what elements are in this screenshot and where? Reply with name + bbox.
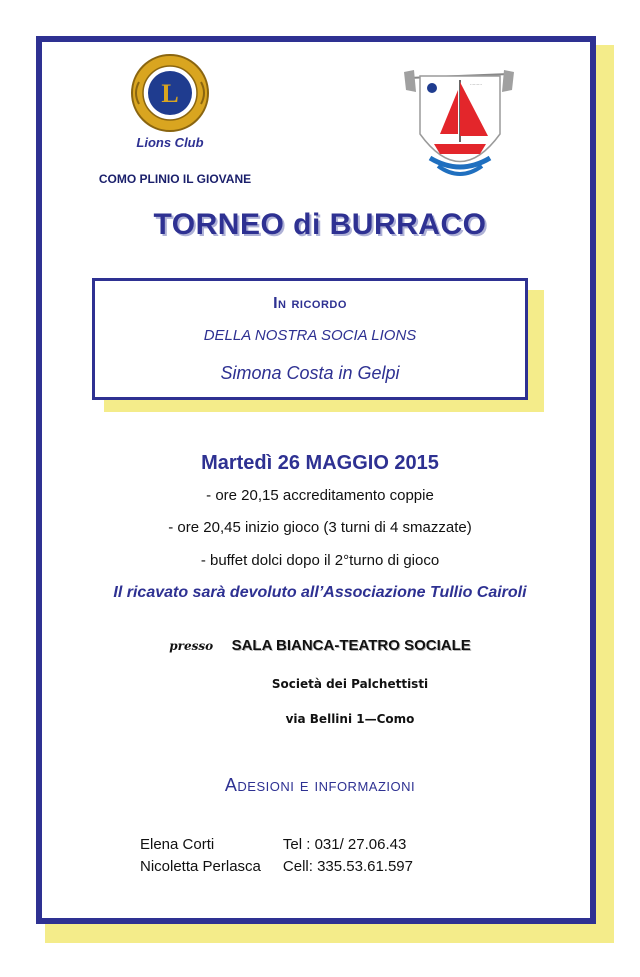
- sailboat-pennant-icon: [400, 64, 518, 189]
- contacts-list: [140, 835, 435, 879]
- proceeds-note: Il ricavato sarà devoluto all’Associazione Tullio Cairoli: [113, 584, 527, 601]
- venue-address: via Bellini 1—Como: [285, 712, 415, 726]
- contact-name: Nicoletta Perlasca: [140, 858, 261, 875]
- lions-club-label: Lions Club: [136, 135, 204, 150]
- svg-text:L: L: [161, 79, 179, 108]
- schedule-item: - ore 20,45 inizio gioco (3 turni di 4 smazzate): [168, 519, 472, 536]
- club-name: COMO PLINIO IL GIOVANE: [98, 172, 252, 186]
- svg-text:·········: ·········: [470, 82, 482, 87]
- memorial-heading: In ricordo: [273, 295, 347, 312]
- contact-phone: Cell: 335.53.61.597: [282, 858, 413, 875]
- lions-emblem-icon: [129, 52, 211, 134]
- venue-society: Società dei Palchettisti: [271, 677, 429, 691]
- venue-prefix: presso: [169, 639, 214, 653]
- memorial-subheading: DELLA NOSTRA SOCIA LIONS: [203, 327, 417, 344]
- schedule-item: - ore 20,15 accreditamento coppie: [206, 487, 434, 504]
- schedule-item: - buffet dolci dopo il 2°turno di gioco: [200, 552, 440, 569]
- venue-name: SALA BIANCA-TEATRO SOCIALE: [231, 637, 471, 654]
- contact-phone: Tel : 031/ 27.06.43: [282, 836, 407, 853]
- contact-row: [140, 835, 435, 857]
- info-title: Adesioni e informazioni: [224, 775, 416, 795]
- contact-name: Elena Corti: [140, 836, 215, 853]
- memorial-name: Simona Costa in Gelpi: [220, 363, 400, 383]
- contact-row: [140, 857, 435, 879]
- venue-row: [40, 637, 600, 655]
- event-date: Martedì 26 MAGGIO 2015: [201, 452, 439, 474]
- tournament-title: TORNEO di BURRACO: [153, 208, 487, 241]
- memorial-box: [92, 278, 528, 400]
